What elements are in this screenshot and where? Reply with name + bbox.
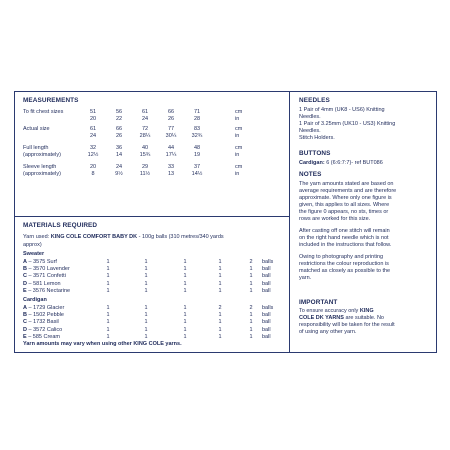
yarn-shade: – 3572 Calico xyxy=(26,326,63,333)
notes-line: yarn. xyxy=(299,275,312,281)
notes-line: given, this applies to all sizes. Where xyxy=(299,202,390,208)
measurement-cm-value: 72 xyxy=(141,126,149,132)
yarn-quantity: 1 xyxy=(144,312,148,319)
sweater-title: Sweater xyxy=(23,251,45,257)
measurement-in-value: 14½ xyxy=(191,171,203,177)
cardigan-yarn-row xyxy=(23,320,59,326)
measurement-in-value: 11½ xyxy=(139,171,151,177)
yarn-letter: C xyxy=(23,319,27,326)
yarn-quantity: 1 xyxy=(144,333,148,340)
yarn-quantity: 1 xyxy=(144,287,148,294)
measurement-in-value: 9½ xyxy=(115,171,123,177)
measurement-cm-value: 71 xyxy=(193,109,201,115)
needles-line: Stitch Holders. xyxy=(299,135,335,141)
yarn-quantity: 1 xyxy=(183,259,187,265)
yarn-unit: ball xyxy=(262,273,271,280)
yarn-quantity: 1 xyxy=(218,273,222,280)
measurement-label: Full length xyxy=(23,145,49,151)
yarn-unit: ball xyxy=(262,266,271,273)
sweater-yarn-row xyxy=(23,260,57,266)
yarn-quantity: 1 xyxy=(106,312,110,319)
notes-line: included in the instructions that follow. xyxy=(299,242,392,248)
needles-heading: NEEDLES xyxy=(299,97,330,104)
yarn-shade: – 1729 Glacier xyxy=(26,305,65,311)
measurement-in-value: 32¾ xyxy=(191,133,203,139)
yarn-quantity: 1 xyxy=(106,280,110,287)
yarn-unit: ball xyxy=(262,280,271,287)
measurement-cm-value: 83 xyxy=(193,126,201,132)
measurement-in-value: 15¾ xyxy=(139,152,151,158)
yarn-quantity: 1 xyxy=(183,280,187,287)
important-line-4: of using any other yarn. xyxy=(299,329,357,335)
measurements-heading: MEASUREMENTS xyxy=(23,97,79,104)
measurement-in-value: 8 xyxy=(91,171,95,177)
yarn-used-line xyxy=(23,235,224,241)
yarn-quantity: 1 xyxy=(183,319,187,326)
yarn-quantity: 1 xyxy=(249,319,253,326)
measurement-in-value: 28¼ xyxy=(139,133,151,139)
yarn-letter: E xyxy=(23,333,27,340)
yarn-quantity: 1 xyxy=(144,266,148,273)
important-line1-pre: To ensure accuracy only xyxy=(299,308,360,314)
notes-line: After casting off one stitch will remain xyxy=(299,228,390,234)
measurement-cm-value: 61 xyxy=(89,126,97,132)
buttons-label: Cardigan: xyxy=(299,160,325,166)
measurement-cm-value: 66 xyxy=(167,109,175,115)
yarn-quantity: 1 xyxy=(144,319,148,326)
cardigan-yarn-row xyxy=(23,313,64,319)
measurement-in-value: 17¼ xyxy=(165,152,177,158)
notes-line: The yarn amounts stated are based on xyxy=(299,181,394,187)
yarn-unit: ball xyxy=(262,287,271,294)
measurement-in-value: 26 xyxy=(167,116,175,122)
important-line-3: responsibility will be taken for the result xyxy=(299,322,395,328)
measurement-in-value: 20 xyxy=(89,116,97,122)
important-line2-post: are suitable. No xyxy=(343,315,384,321)
yarn-shade: – 3570 Lavender xyxy=(26,266,70,273)
yarn-shade: – 1502 Pebble xyxy=(26,312,64,319)
yarn-quantity: 1 xyxy=(249,280,253,287)
measurement-cm-value: 61 xyxy=(141,109,149,115)
measurement-cm-value: 77 xyxy=(167,126,175,132)
important-line1-bold: KING xyxy=(359,308,374,314)
measurement-cm-value: 36 xyxy=(115,145,123,151)
notes-line: restrictions the colour reproduction is xyxy=(299,261,389,267)
notes-line: on the right hand needle which is not xyxy=(299,235,389,241)
notes-line: Owing to photography and printing xyxy=(299,254,384,260)
cardigan-yarn-row xyxy=(23,335,60,341)
materials-heading: MATERIALS REQUIRED xyxy=(23,222,98,229)
cardigan-yarn-row xyxy=(23,306,64,312)
yarn-quantity: 1 xyxy=(218,312,222,319)
yarn-shade: – 585 Cream xyxy=(26,333,60,340)
measurement-label: Sleeve length xyxy=(23,164,57,170)
measurement-cm-value: 44 xyxy=(167,145,175,151)
yarn-quantity: 1 xyxy=(249,266,253,273)
yarn-quantity: 1 xyxy=(183,287,187,294)
measurement-in-value: 14 xyxy=(115,152,123,158)
important-line-1 xyxy=(299,309,374,315)
notes-line: rows are worked for this size. xyxy=(299,216,371,222)
sweater-yarn-row xyxy=(23,267,70,273)
cardigan-yarn-row xyxy=(23,328,62,334)
measurement-in-value: 24 xyxy=(89,133,97,139)
yarn-quantity: 1 xyxy=(218,280,222,287)
yarn-unit: balls xyxy=(262,259,274,265)
measurement-in-value: 24 xyxy=(141,116,149,122)
cardigan-title: Cardigan xyxy=(23,297,47,303)
measurement-unit-cm: cm xyxy=(235,164,243,170)
measurement-in-value: 19 xyxy=(193,152,201,158)
measurement-cm-value: 66 xyxy=(115,126,123,132)
yarn-quantity: 1 xyxy=(183,333,187,340)
yarn-quantity: 1 xyxy=(106,333,110,340)
yarn-quantity: 1 xyxy=(106,319,110,326)
yarn-quantity: 1 xyxy=(218,287,222,294)
yarn-quantity: 1 xyxy=(106,259,110,265)
yarn-quantity: 1 xyxy=(183,326,187,333)
notes-line: approximate. Where only one figure is xyxy=(299,195,392,201)
measurement-unit-cm: cm xyxy=(235,145,243,151)
measurement-in-value: 12½ xyxy=(87,152,99,158)
notes-line: matched as closely as possible to the xyxy=(299,268,391,274)
measurement-label: (approximately) xyxy=(23,171,61,177)
yarn-quantity: 1 xyxy=(144,280,148,287)
important-heading: IMPORTANT xyxy=(299,299,338,306)
measurement-cm-value: 37 xyxy=(193,164,201,170)
yarn-shade: – 3571 Confetti xyxy=(26,273,66,280)
measurement-cm-value: 29 xyxy=(141,164,149,170)
measurement-unit-in: in xyxy=(235,116,240,122)
measurement-in-value: 28 xyxy=(193,116,201,122)
pattern-info-sheet xyxy=(14,91,437,353)
measurement-label: (approximately) xyxy=(23,152,61,158)
measurement-cm-value: 40 xyxy=(141,145,149,151)
sweater-yarn-row xyxy=(23,274,66,280)
yarn-unit: ball xyxy=(262,333,271,340)
measurement-label: Actual size xyxy=(23,126,50,132)
yarn-quantity: 1 xyxy=(218,333,222,340)
yarn-quantity: 1 xyxy=(218,266,222,273)
yarn-letter: A xyxy=(23,259,27,265)
yarn-quantity: 1 xyxy=(183,266,187,273)
yarn-letter: B xyxy=(23,266,27,273)
measurement-unit-in: in xyxy=(235,133,240,139)
measurement-in-value: 13 xyxy=(167,171,175,177)
yarn-unit: ball xyxy=(262,326,271,333)
measurement-unit-cm: cm xyxy=(235,109,243,115)
yarn-shade: – 3575 Surf xyxy=(26,259,57,265)
yarn-quantity: 2 xyxy=(218,305,222,311)
yarn-quantity: 1 xyxy=(249,312,253,319)
needles-line: Needles. xyxy=(299,128,321,134)
measurement-cm-value: 56 xyxy=(115,109,123,115)
measurement-unit-in: in xyxy=(235,171,240,177)
needles-line: 1 Pair of 3.25mm (UK10 - US3) Knitting xyxy=(299,121,396,127)
measurement-in-value: 26 xyxy=(115,133,123,139)
yarn-quantity: 1 xyxy=(144,273,148,280)
yarn-quantity: 1 xyxy=(106,273,110,280)
measurement-cm-value: 33 xyxy=(167,164,175,170)
yarn-quantity: 1 xyxy=(249,333,253,340)
yarn-quantity: 1 xyxy=(106,305,110,311)
measurement-cm-value: 20 xyxy=(89,164,97,170)
yarn-used-line2: approx) xyxy=(23,242,42,248)
sweater-yarn-row xyxy=(23,289,70,295)
yarn-quantity: 1 xyxy=(144,305,148,311)
yarn-quantity: 1 xyxy=(218,259,222,265)
measurement-cm-value: 51 xyxy=(89,109,97,115)
yarn-letter: B xyxy=(23,312,27,319)
yarn-letter: A xyxy=(23,305,27,311)
yarn-used-prefix: Yarn used: xyxy=(23,234,50,240)
column-divider xyxy=(289,92,290,352)
yarn-shade: – 3576 Nectarine xyxy=(26,287,71,294)
notes-line: the figure 0 appears, no sts, times or xyxy=(299,209,389,215)
measurement-cm-value: 48 xyxy=(193,145,201,151)
yarn-used-name: KING COLE COMFORT BABY DK xyxy=(50,234,138,240)
sweater-yarn-row xyxy=(23,282,61,288)
measurement-in-value: 30¼ xyxy=(165,133,177,139)
yarn-quantity: 2 xyxy=(249,305,253,311)
yarn-quantity: 1 xyxy=(144,259,148,265)
yarn-quantity: 1 xyxy=(183,273,187,280)
buttons-text: 6 (6:6:7:7)- ref BUT086 xyxy=(324,160,383,166)
yarn-quantity: 1 xyxy=(249,273,253,280)
buttons-heading: BUTTONS xyxy=(299,150,331,157)
important-line2-bold: COLE DK YARNS xyxy=(299,315,344,321)
important-line-2 xyxy=(299,316,384,322)
measurement-unit-cm: cm xyxy=(235,126,243,132)
yarn-letter: D xyxy=(23,280,27,287)
yarn-quantity: 1 xyxy=(183,312,187,319)
yarn-letter: C xyxy=(23,273,27,280)
yarn-letter: E xyxy=(23,287,27,294)
materials-footer: Yarn amounts may vary when using other KING COLE yarns. xyxy=(23,341,182,347)
yarn-shade: – 581 Lemon xyxy=(26,280,61,287)
measurement-label: To fit chest sizes xyxy=(23,109,64,115)
yarn-quantity: 1 xyxy=(106,266,110,273)
measurement-unit-in: in xyxy=(235,152,240,158)
yarn-quantity: 1 xyxy=(249,326,253,333)
yarn-unit: ball xyxy=(262,319,271,326)
yarn-quantity: 1 xyxy=(144,326,148,333)
notes-heading: NOTES xyxy=(299,171,322,178)
yarn-quantity: 2 xyxy=(249,259,253,265)
yarn-quantity: 1 xyxy=(218,326,222,333)
buttons-line xyxy=(299,161,383,167)
yarn-quantity: 1 xyxy=(106,326,110,333)
yarn-unit: balls xyxy=(262,305,274,311)
needles-line: Needles. xyxy=(299,114,321,120)
yarn-used-rest: - 100g balls (310 metres/340 yards xyxy=(137,234,224,240)
measurement-cm-value: 32 xyxy=(89,145,97,151)
yarn-shade: – 1732 Basil xyxy=(26,319,59,326)
notes-line: average requirements and are therefore xyxy=(299,188,397,194)
section-divider xyxy=(15,216,289,217)
yarn-quantity: 1 xyxy=(183,305,187,311)
yarn-quantity: 1 xyxy=(106,287,110,294)
yarn-unit: ball xyxy=(262,312,271,319)
measurement-cm-value: 24 xyxy=(115,164,123,170)
needles-line: 1 Pair of 4mm (UK8 - US6) Knitting xyxy=(299,107,385,113)
yarn-quantity: 1 xyxy=(249,287,253,294)
yarn-quantity: 1 xyxy=(218,319,222,326)
measurement-in-value: 22 xyxy=(115,116,123,122)
yarn-letter: D xyxy=(23,326,27,333)
